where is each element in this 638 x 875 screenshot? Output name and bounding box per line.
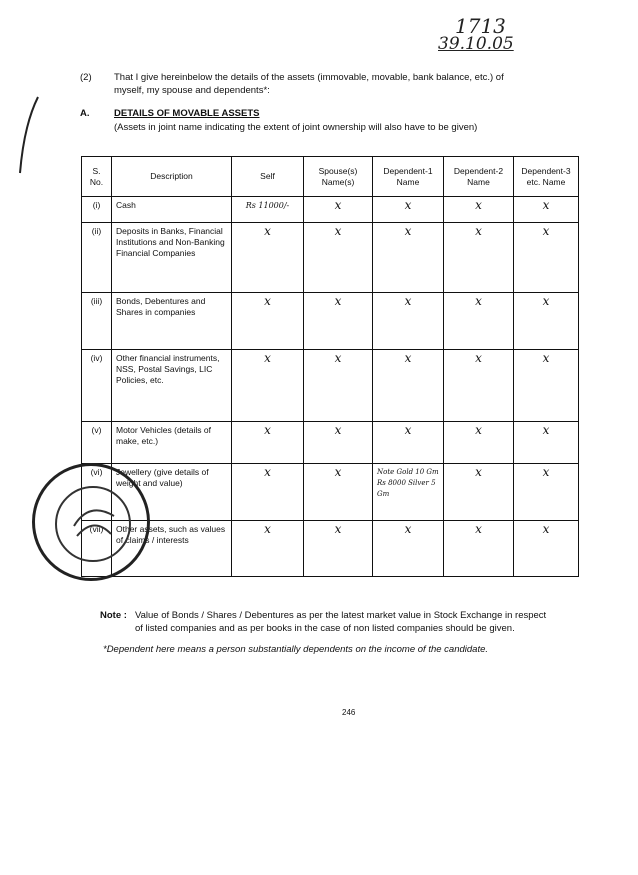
table-row xyxy=(82,464,579,521)
row-description: Cash xyxy=(112,197,232,223)
para-text-line2: myself, my spouse and dependents*: xyxy=(114,85,270,96)
spouse-value: x xyxy=(304,521,373,577)
note-line1: Value of Bonds / Shares / Debentures as per the latest market value in Stock Exchange in respect xyxy=(135,610,547,621)
spouse-value: x xyxy=(304,464,373,521)
col-header: Dependent-3 etc. Name xyxy=(514,157,579,197)
section-letter: A. xyxy=(80,108,90,119)
col-header: Dependent-1 Name xyxy=(373,157,444,197)
footnote: *Dependent here means a person substantially dependents on the income of the candidate. xyxy=(103,644,489,655)
note-line2: of listed companies and as per books in the case of non listed companies should be given. xyxy=(135,623,515,634)
dep3-value: x xyxy=(514,422,579,464)
self-value: x xyxy=(232,521,304,577)
spouse-value: x xyxy=(304,197,373,223)
table-row xyxy=(82,521,579,577)
dep1-value: x xyxy=(373,223,444,293)
dep2-value: x xyxy=(444,464,514,521)
row-description: Motor Vehicles (details of make, etc.) xyxy=(112,422,232,464)
seal-emblem-icon xyxy=(69,496,119,546)
handwritten-date: 39.10.05 xyxy=(438,34,514,54)
row-sno: (v) xyxy=(82,422,112,464)
handwritten-number: 1713 xyxy=(455,14,506,38)
col-header: S. No. xyxy=(82,157,112,197)
dep2-value: x xyxy=(444,521,514,577)
dep1-value: x xyxy=(373,197,444,223)
row-description: Deposits in Banks, Financial Institutions and Non-Banking Financial Companies xyxy=(112,223,232,293)
dep1-value: x xyxy=(373,422,444,464)
self-value: x xyxy=(232,350,304,422)
dep1-value: x xyxy=(373,521,444,577)
self-value: x xyxy=(232,223,304,293)
row-description: Jewellery (give details of weight and value) xyxy=(112,464,232,521)
dep1-value: x xyxy=(373,350,444,422)
dep2-value: x xyxy=(444,197,514,223)
row-sno: (vii) xyxy=(82,521,112,577)
table-row xyxy=(82,422,579,464)
dep2-value: x xyxy=(444,293,514,350)
dep3-value: x xyxy=(514,293,579,350)
dep3-value: x xyxy=(514,223,579,293)
dep1-jewellery-note: Note Gold 10 Gm Rs 8000 Silver 5 Gm xyxy=(373,464,444,521)
table-row xyxy=(82,197,579,223)
row-sno: (iv) xyxy=(82,350,112,422)
table-row xyxy=(82,293,579,350)
row-sno: (vi) xyxy=(82,464,112,521)
self-value: x xyxy=(232,293,304,350)
row-sno: (i) xyxy=(82,197,112,223)
self-value: Rs 11000/- xyxy=(232,197,304,223)
dep3-value: x xyxy=(514,464,579,521)
self-value: x xyxy=(232,464,304,521)
spouse-value: x xyxy=(304,223,373,293)
row-description: Other financial instruments, NSS, Postal Savings, LIC Policies, etc. xyxy=(112,350,232,422)
para-text-line1: That I give hereinbelow the details of the assets (immovable, movable, bank balance, etc.) of xyxy=(114,72,504,83)
col-header: Dependent-2 Name xyxy=(444,157,514,197)
section-note: (Assets in joint name indicating the extent of joint ownership will also have to be given) xyxy=(114,122,478,133)
dep2-value: x xyxy=(444,350,514,422)
para-number: (2) xyxy=(80,72,92,83)
table-row xyxy=(82,350,579,422)
margin-pen-mark xyxy=(14,95,44,175)
table-header-row xyxy=(82,157,579,197)
row-sno: (iii) xyxy=(82,293,112,350)
col-header: Description xyxy=(112,157,232,197)
movable-assets-table xyxy=(81,156,579,577)
row-description: Bonds, Debentures and Shares in companies xyxy=(112,293,232,350)
table-row xyxy=(82,223,579,293)
self-value: x xyxy=(232,422,304,464)
dep3-value: x xyxy=(514,197,579,223)
row-description: Other assets, such as values of claims / interests xyxy=(112,521,232,577)
dep1-value: x xyxy=(373,293,444,350)
dep2-value: x xyxy=(444,422,514,464)
note-label: Note : xyxy=(100,610,127,621)
spouse-value: x xyxy=(304,422,373,464)
official-seal xyxy=(32,463,150,581)
dep2-value: x xyxy=(444,223,514,293)
dep3-value: x xyxy=(514,350,579,422)
section-title: DETAILS OF MOVABLE ASSETS xyxy=(114,108,260,119)
col-header: Self xyxy=(232,157,304,197)
row-sno: (ii) xyxy=(82,223,112,293)
page-number: 246 xyxy=(342,708,356,717)
spouse-value: x xyxy=(304,293,373,350)
dep3-value: x xyxy=(514,521,579,577)
spouse-value: x xyxy=(304,350,373,422)
col-header: Spouse(s) Name(s) xyxy=(304,157,373,197)
